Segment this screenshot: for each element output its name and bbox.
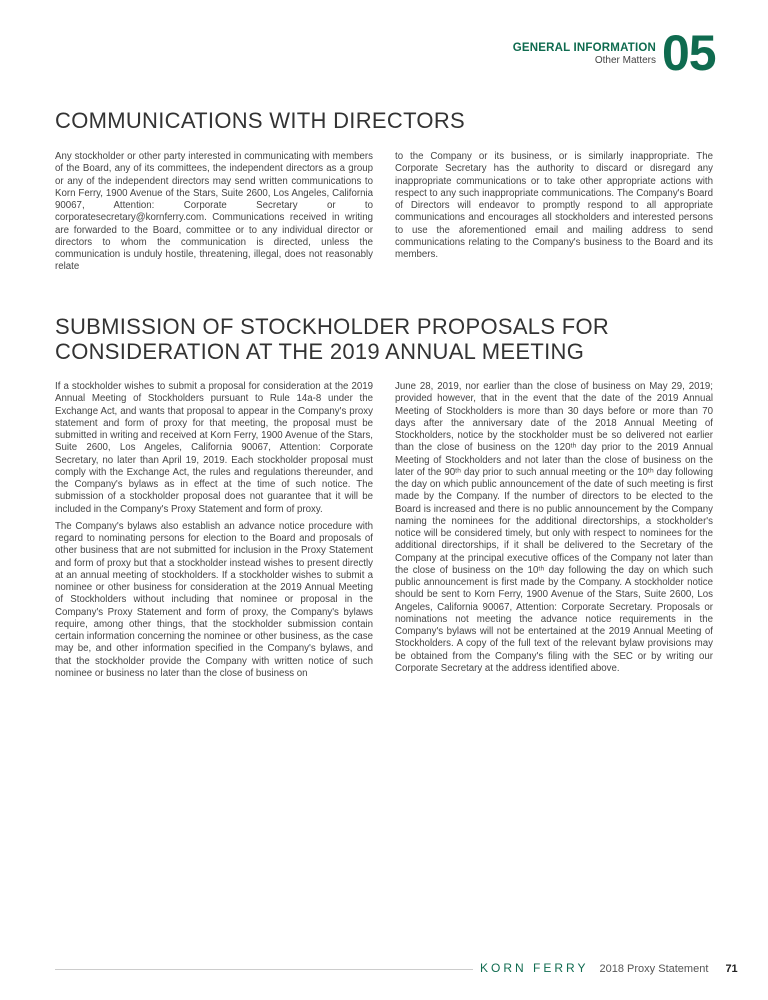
footer-divider <box>55 969 473 970</box>
paragraph: June 28, 2019, nor earlier than the close of business on May 29, 2019; provided however, that in the event that the date of the 2019 Annual Meeting of Stockholders is more than 30 days before or more than 70 days after the anniversary date of the 2018 Annual Meeting of Stockholders, notice by the stockholder must be so delivered not earlier than the close of business on the 120ᵗʰ day prior to the 2019 Annual Meeting of Stockholders and not later than the close of business on the later of the 90ᵗʰ day prior to such annual meeting or the 10ᵗʰ day following the day on which public announcement of the date of such meeting is first made by the Company. If the number of directors to be elected to the Board is increased and there is no public announcement by the Company naming the nominees for the additional directorships, a stockholder's notice will be considered timely, but only with respect to nominees for the additional directorships, if it shall be delivered to the Secretary of the Company at the principal executive offices of the Company not later than the close of business on the 10ᵗʰ day following the day on which such public announcement is first made by the Company. A stockholder notice should be sent to Korn Ferry, 1900 Avenue of the Stars, Suite 2600, Los Angeles, California 90067, Attention: Corporate Secretary. Proposals or nominations not meeting the advance notice requirements in the Company's bylaws will not be entertained at the 2019 Annual Meeting of Stockholders. A copy of the full text of the relevant bylaw provisions may be obtained from the Company's filing with the SEC or by writing our Corporate Secretary at the address identified above. <box>395 381 713 674</box>
proposals-heading-line2: CONSIDERATION AT THE 2019 ANNUAL MEETING <box>55 339 585 364</box>
running-header <box>513 42 656 67</box>
communications-left-column <box>55 151 373 279</box>
document-title: 2018 Proxy Statement <box>599 963 709 975</box>
page-footer <box>480 961 738 975</box>
proposals-heading-line1: SUBMISSION OF STOCKHOLDER PROPOSALS FOR <box>55 314 610 339</box>
paragraph: to the Company or its business, or is similarly inappropriate. The Corporate Secretary has the authority to discard or disregard any inappropriate communications or to take other appropriate actions with respect to any such inappropriate communications. The Company's Board of Directors will endeavor to promptly respond to all appropriate communications and encourages all stockholders and interested persons to use the aforementioned email and mailing address to send communications relating to the Company's business to the Board and its members. <box>395 151 713 260</box>
paragraph: The Company's bylaws also establish an advance notice procedure with regard to nominating persons for election to the Board and proposals of other business that are not submitted for inclusion in the Proxy Statement and form of proxy but that a stockholder instead wishes to present directly at an annual meeting of stockholders. If a stockholder wishes to submit a nominee or other business for consideration at the 2019 Annual Meeting of Stockholders without including that nominee or proposal in the Company's Proxy Statement and form of proxy, the Company's bylaws require, among other things, that the stockholder submission contain certain information concerning the nominee or other business, as the case may be, and other information specified in the Company's bylaws, and that the stockholder provide the Company with written notice of such nominee or business no later than the close of business on <box>55 520 373 679</box>
page-number: 71 <box>725 963 738 975</box>
paragraph: If a stockholder wishes to submit a proposal for consideration at the 2019 Annual Meeting of Stockholders pursuant to Rule 14a-8 under the Exchange Act, and wants that proposal to appear in the Company's proxy statement and form of proxy for that meeting, the proposal must be submitted in writing and received at Korn Ferry, 1900 Avenue of the Stars, Suite 2600, Los Angeles, California 90067, Attention: Corporate Secretary, no later than April 19, 2019. Each stockholder proposal must comply with the Exchange Act, the rules and regulations thereunder, and the Company's bylaws as in effect at the time of such notice. The submission of a stockholder proposal does not guarantee that it will be included in the Company's Proxy Statement and form of proxy. <box>55 381 373 515</box>
korn-ferry-logo: KORN FERRY <box>480 961 589 975</box>
proposals-left-column <box>55 381 373 685</box>
paragraph: Any stockholder or other party interested in communicating with members of the Board, any of its committees, the independent directors as a group or any of the independent directors may send written communications to Korn Ferry, 1900 Avenue of the Stars, Suite 2600, Los Angeles, California 90067, Attention: Corporate Secretary or to corporatesecretary@kornferry.com. Communications received in writing are forwarded to the Board, committee or to any individual director or directors to whom the communication is directed, unless the communication is unduly hostile, threatening, illegal, does not reasonably relate <box>55 151 373 273</box>
communications-right-column <box>395 151 713 266</box>
chapter-number: 05 <box>662 25 716 81</box>
section-name: GENERAL INFORMATION <box>512 42 656 54</box>
communications-heading: COMMUNICATIONS WITH DIRECTORS <box>55 108 465 133</box>
proposals-right-column <box>395 381 713 680</box>
subsection-name: Other Matters <box>594 55 656 66</box>
